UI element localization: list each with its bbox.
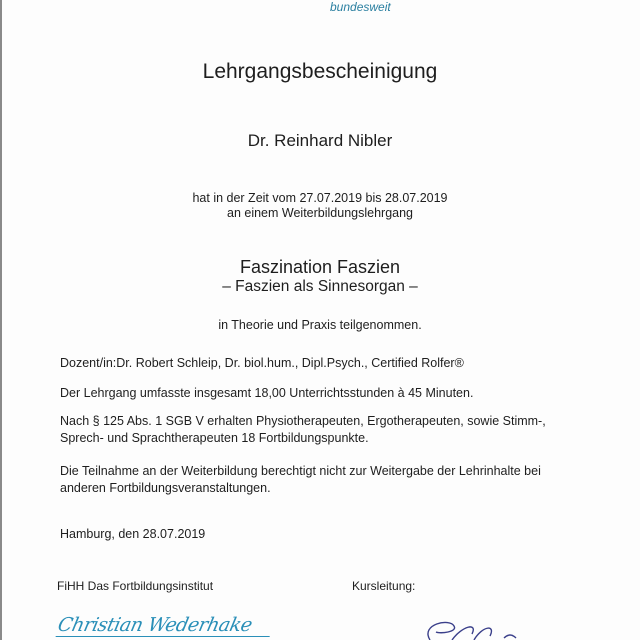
- place-date: Hamburg, den 28.07.2019: [60, 527, 206, 541]
- notice-line-1: Die Teilnahme an der Weiterbildung berechtigt nicht zur Weitergabe der Lehrinhalte bei: [60, 464, 541, 478]
- institute-label: FiHH Das Fortbildungsinstitut: [57, 579, 214, 593]
- course-title: Faszination Faszien: [239, 257, 401, 277]
- points-line-1: Nach § 125 Abs. 1 SGB V erhalten Physiotherapeuten, Ergotherapeuten, sowie Stimm-,: [60, 414, 546, 428]
- lecturer-line: Dozent/in:Dr. Robert Schleip, Dr. biol.hum., Dipl.Psych., Certified Rolfer®: [60, 356, 464, 370]
- recipient-name: Dr. Reinhard Nibler: [247, 131, 393, 150]
- period-line: hat in der Zeit vom 27.07.2019 bis 28.07.2019: [192, 191, 448, 205]
- institute-signature: Christian Wederhake: [56, 614, 274, 637]
- course-lead-label: Kursleitung:: [352, 579, 416, 593]
- brand-tagline: bundesweit: [330, 0, 391, 14]
- course-lead-signature: [400, 618, 540, 640]
- hours-line: Der Lehrgang umfasste insgesamt 18,00 Unterrichtsstunden à 45 Minuten.: [60, 386, 474, 400]
- course-intro: an einem Weiterbildungslehrgang: [227, 206, 413, 220]
- notice-line-2: anderen Fortbildungsveranstaltungen.: [60, 481, 271, 495]
- participation-text: in Theorie und Praxis teilgenommen.: [218, 318, 422, 332]
- certificate-title: Lehrgangsbescheinigung: [202, 60, 438, 83]
- course-subtitle: – Faszien als Sinnesorgan –: [222, 278, 418, 295]
- points-line-2: Sprech- und Sprachtherapeuten 18 Fortbildungspunkte.: [60, 431, 369, 445]
